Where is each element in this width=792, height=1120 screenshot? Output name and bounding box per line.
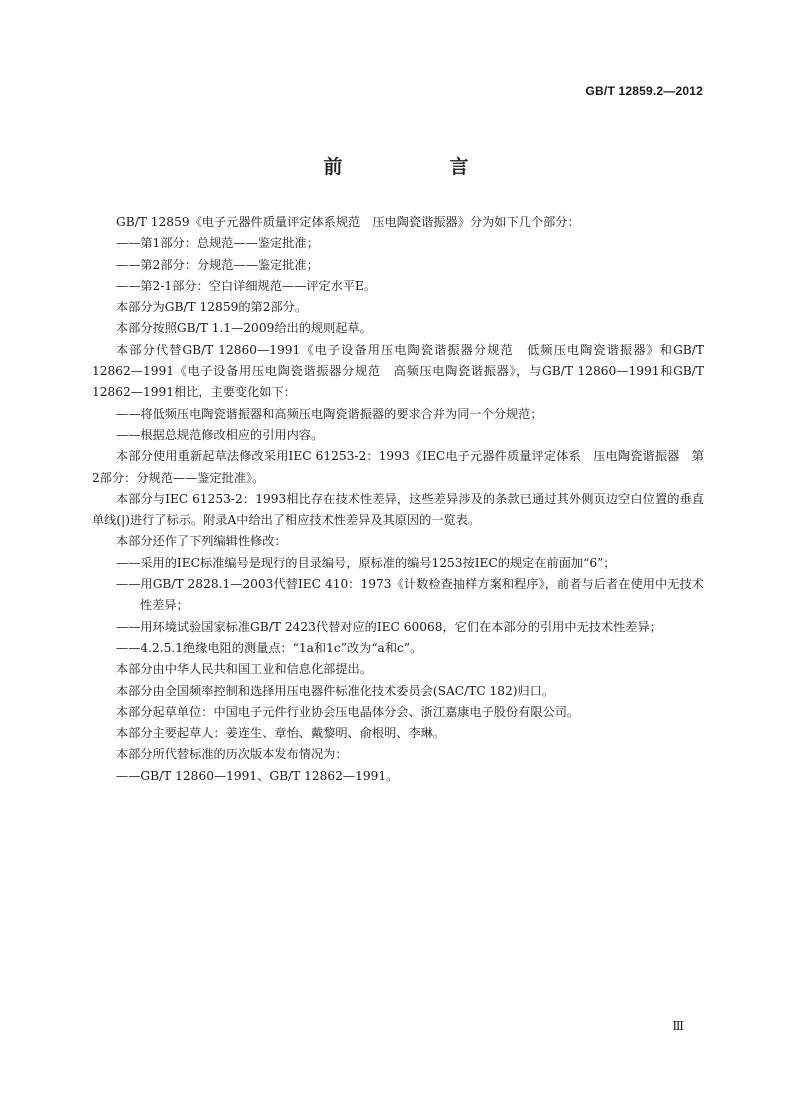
list-item: ——第1部分：总规范——鉴定批准；	[116, 236, 319, 251]
paragraph: 本部分主要起草人：姜连生、章怡、戴黎明、俞根明、李琳。	[116, 726, 446, 741]
paragraph: 本部分起草单位：中国电子元件行业协会压电晶体分会、浙江嘉康电子股份有限公司。	[116, 704, 580, 719]
list-item: ——用GB/T 2828.1—2003代替IEC 410：1973《计数检查抽样方案和程序》，前者与后者在使用中无技术性差异；	[116, 577, 704, 613]
list-item: ——将低频压电陶瓷谐振器和高频压电陶瓷谐振器的要求合并为同一个分规范；	[116, 406, 543, 421]
list-item: ——用环境试验国家标准GB/T 2423代替对应的IEC 60068，它们在本部分的引用中无技术性差异；	[116, 619, 662, 634]
list-item: ——4.2.5.1绝缘电阻的测量点：“1a和1c”改为“a和c”。	[116, 640, 423, 655]
paragraph: 本部分使用重新起草法修改采用IEC 61253-2：1993《IEC电子元器件质量评定体系 压电陶瓷谐振器 第2部分：分规范——鉴定批准》。	[92, 449, 704, 485]
paragraph: 本部分由全国频率控制和选择用压电器件标准化技术委员会(SAC/TC 182)归口。	[116, 683, 555, 698]
list-item: ——采用的IEC标准编号是现行的目录编号，原标准的编号1253按IEC的规定在前面加“6”；	[116, 555, 616, 570]
standard-number: GB/T 12859.2—2012	[585, 84, 703, 98]
paragraph: 本部分按照GB/T 1.1—2009给出的规则起草。	[116, 321, 372, 336]
list-item: ——根据总规范修改相应的引用内容。	[116, 427, 324, 442]
paragraph: 本部分由中华人民共和国工业和信息化部提出。	[116, 662, 372, 677]
paragraph: 本部分代替GB/T 12860—1991《电子设备用压电陶瓷谐振器分规范 低频压电陶瓷谐振器》和GB/T 12862—1991《电子设备用压电陶瓷谐振器分规范 高频压电陶瓷谐振器》，与GB/T 12860—1991和GB/T 12862—1991相比，主要变化如下：	[92, 342, 704, 400]
list-item: ——GB/T 12860—1991、GB/T 12862—1991。	[116, 768, 399, 783]
paragraph: GB/T 12859《电子元器件质量评定体系规范 压电陶瓷谐振器》分为如下几个部分：	[116, 215, 580, 229]
page-title: 前 言	[323, 156, 513, 178]
paragraph: 本部分还作了下列编辑性修改：	[116, 534, 287, 549]
list-item: ——第2-1部分：空白详细规范——评定水平E。	[116, 278, 377, 293]
preface-body	[92, 212, 704, 787]
list-item: ——第2部分：分规范——鉴定批准；	[116, 257, 319, 272]
paragraph: 本部分与IEC 61253-2：1993相比存在技术性差异，这些差异涉及的条款已通过其外侧页边空白位置的垂直单线(|)进行了标示。附录A中给出了相应技术性差异及其原因的一览表。	[92, 491, 704, 528]
page-number: Ⅲ	[672, 1019, 684, 1033]
paragraph: 本部分为GB/T 12859的第2部分。	[116, 300, 308, 315]
paragraph: 本部分所代替标准的历次版本发布情况为：	[116, 747, 348, 762]
